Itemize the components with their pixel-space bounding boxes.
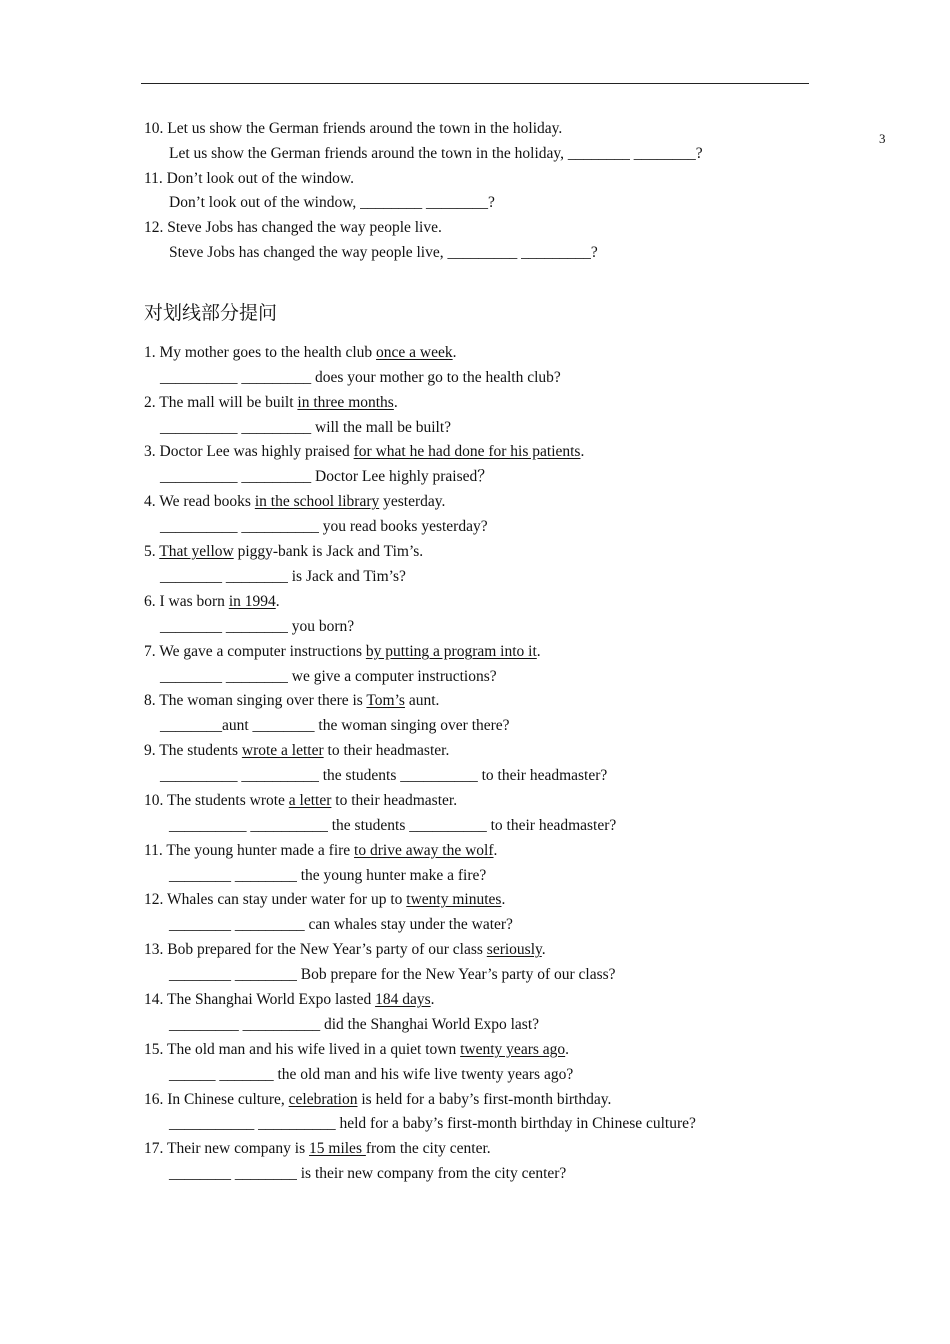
tag-question-11: 11. Don’t look out of the window. [144,170,354,187]
answer-line: ___________ __________ held for a baby’s first-month birthday in Chinese culture? [169,1115,696,1132]
question-line: 10. The students wrote a letter to their headmaster. [144,792,458,809]
answer-line: _________ __________ did the Shanghai World Expo last? [169,1016,540,1033]
answer-line: __________ __________ the students __________ to their headmaster? [160,767,608,784]
answer-line: ________ ________ is Jack and Tim’s? [160,568,406,585]
answer-line: ______ _______ the old man and his wife live twenty years ago? [169,1066,574,1083]
question-line: 14. The Shanghai World Expo lasted 184 days. [144,991,435,1008]
answer-line: __________ _________ Doctor Lee highly praised？ [160,468,493,485]
question-line: 7. We gave a computer instructions by putting a program into it. [144,643,541,660]
tag-answer-10: Let us show the German friends around the town in the holiday, ________ ________? [169,145,703,162]
question-line: 15. The old man and his wife lived in a quiet town twenty years ago. [144,1041,570,1058]
answer-line: ________ ________ is their new company from the city center? [169,1165,567,1182]
tag-answer-11: Don’t look out of the window, ________ ________? [169,194,495,211]
header-rule [141,83,809,84]
answer-line: ________ ________ the young hunter make a fire? [169,867,487,884]
question-line: 8. The woman singing over there is Tom’s aunt. [144,692,440,709]
tag-answer-12: Steve Jobs has changed the way people live, _________ _________? [169,244,598,261]
section-title: 对划线部分提问 [144,302,278,324]
answer-line: ________aunt ________ the woman singing over there? [160,717,510,734]
page-number: 3 [879,131,886,146]
question-line: 3. Doctor Lee was highly praised for what he had done for his patients. [144,443,585,460]
answer-line: __________ _________ will the mall be built? [160,419,452,436]
answer-line: ________ ________ you born? [160,618,355,635]
tag-question-12: 12. Steve Jobs has changed the way people live. [144,219,442,236]
question-line: 16. In Chinese culture, celebration is held for a baby’s first-month birthday. [144,1091,612,1108]
question-line: 2. The mall will be built in three months. [144,394,398,411]
question-line: 17. Their new company is 15 miles from the city center. [144,1140,491,1157]
answer-line: ________ ________ we give a computer instructions? [160,668,497,685]
question-line: 5. That yellow piggy-bank is Jack and Tim’s. [144,543,424,560]
answer-line: __________ __________ the students __________ to their headmaster? [169,817,617,834]
question-line: 1. My mother goes to the health club once a week. [144,344,457,361]
tag-question-10: 10. Let us show the German friends around the town in the holiday. [144,120,563,137]
question-line: 13. Bob prepared for the New Year’s party of our class seriously. [144,941,546,958]
answer-line: __________ _________ does your mother go to the health club? [160,369,561,386]
question-line: 11. The young hunter made a fire to drive away the wolf. [144,842,498,859]
answer-line: ________ _________ can whales stay under the water? [169,916,513,933]
question-line: 6. I was born in 1994. [144,593,280,610]
answer-line: __________ __________ you read books yesterday? [160,518,488,535]
question-line: 4. We read books in the school library yesterday. [144,493,446,510]
question-line: 12. Whales can stay under water for up to twenty minutes. [144,891,506,908]
question-line: 9. The students wrote a letter to their headmaster. [144,742,450,759]
answer-line: ________ ________ Bob prepare for the New Year’s party of our class? [169,966,616,983]
